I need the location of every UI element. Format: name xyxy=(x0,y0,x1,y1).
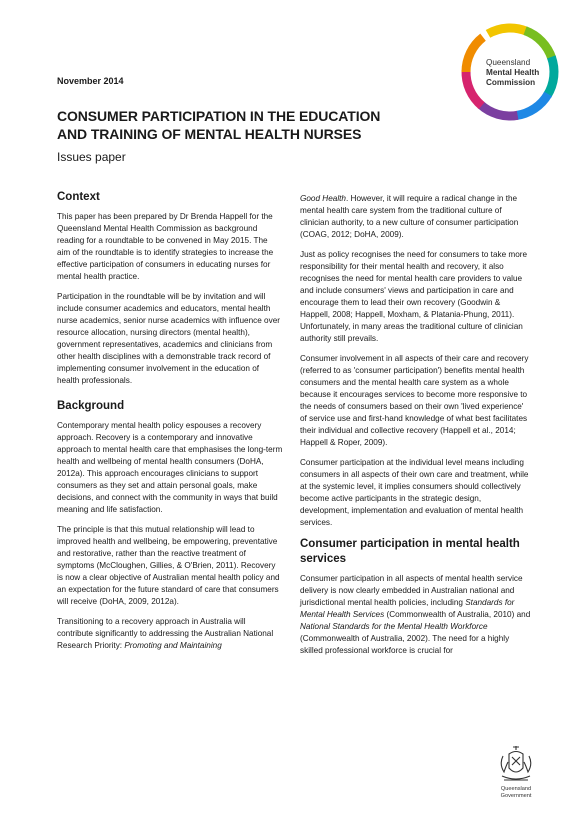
right-p1-text: . However, it will require a radical change in the mental health care system from the traditional culture of clinician authority, to a new culture of consumer participation (COAG, 2012; DoHA, 2009). xyxy=(300,194,519,239)
right-p5-text-b: (Commonwealth of Australia, 2010) and xyxy=(384,610,531,619)
page-subtitle: Issues paper xyxy=(57,150,126,164)
publication-date: November 2014 xyxy=(57,76,124,86)
logo-wordmark xyxy=(486,58,539,88)
right-paragraph-5 xyxy=(300,573,532,657)
background-heading: Background xyxy=(57,400,125,412)
context-paragraph-1: This paper has been prepared by Dr Brenda Happell for the Queensland Mental Health Commission as background reading for a roundtable to be convened in May 2015. The aim of the roundtable is to identify strategies to increase the effective participation of consumers in educating nurses for mental health practice. xyxy=(57,212,274,281)
right-column xyxy=(300,193,532,665)
consumer-participation-heading: Consumer participation in mental health services xyxy=(300,538,520,565)
crest-line-2: Government xyxy=(500,793,532,799)
context-paragraph-2: Participation in the roundtable will be by invitation and will include consumer academics and educators, mental health nurse academics, senior nurse academics with influence over resource allocation, nursing directors (mental health), government representatives, academics and clinicians from other health disciplines with a demonstrable track record of implementing consumer involvement in the education of health professionals. xyxy=(57,292,280,385)
background-p3-italic: Promoting and Maintaining xyxy=(124,641,222,650)
background-paragraph-1: Contemporary mental health policy espouses a recovery approach. Recovery is a contemporary and innovative approach to mental health care that emphasises the long-term health and wellbeing of mental health consumers (DoHA, 2012a). This approach encourages clinicians to support consumers as they set and attain personal goals, make decisions, and connect with the community in ways that build meaning and life satisfaction. xyxy=(57,421,283,514)
right-paragraph-4: Consumer participation at the individual level means including consumers in all aspects of their own care and treatment, while at the systemic level, it implies consumers should collectively become active participants in the strategic design, development, implementation and evaluation of mental health services. xyxy=(300,458,529,527)
right-paragraph-2: Just as policy recognises the need for consumers to take more responsibility for their mental health and recovery, it also recognises the need for mental health care providers to value and include consumers' views and participation in care and encourage them to lead their own recovery (Goodwin & Happell, 2008; Happell, Moxham, & Platania-Phung, 2011). Unfortunately, in many areas the traditional culture of clinician authority still prevails. xyxy=(300,250,528,343)
logo-line-3: Commission xyxy=(486,78,536,87)
background-paragraph-2: The principle is that this mutual relationship will lead to improved health and wellbeing, be empowering, preventative and restorative, rather than the reactive treatment of symptoms (McCloughen, Gillies, & O'Brien, 2011). Recovery is now a clear objective of Australian mental health policy and an expectation for the future standard of care that consumers will receive (DoHA, 2009, 2012a). xyxy=(57,525,280,606)
logo-line-1: Queensland xyxy=(486,58,531,67)
right-p5-text-c: (Commonwealth of Australia, 2002). The need for a highly skilled professional workforce is crucial for xyxy=(300,634,510,655)
right-paragraph-3: Consumer involvement in all aspects of their care and recovery (referred to as 'consumer participation') benefits mental health consumers and the mental health care system as a whole because it encourages services to become more responsive to the needs of consumers based on their own 'lived experience' of service use and first-hand knowledge of what best facilitates their individual and collective recovery (Happell et al., 2014; Happell & Roper, 2009). xyxy=(300,354,529,447)
title-line-2: AND TRAINING OF MENTAL HEALTH NURSES xyxy=(57,126,362,142)
title-line-1: CONSUMER PARTICIPATION IN THE EDUCATION xyxy=(57,108,381,124)
queensland-government-wordmark xyxy=(497,786,535,800)
queensland-government-crest-icon xyxy=(494,742,538,786)
context-heading: Context xyxy=(57,191,100,203)
logo-line-2: Mental Health xyxy=(486,68,540,77)
right-p5-text-a: Consumer participation in all aspects of mental health service delivery is now clearly embedded in Australian national and jurisdictional mental health policies, including xyxy=(300,574,523,607)
right-p5-italic-1: Standards for Mental Health Services xyxy=(300,598,515,619)
background-paragraph-3 xyxy=(57,616,283,652)
right-p1-italic: Good Health xyxy=(300,194,346,203)
page-title xyxy=(57,107,477,143)
left-column xyxy=(57,190,283,660)
background-p3-text: Transitioning to a recovery approach in Australia will contribute significantly to addressing the Australian National Research Priority: xyxy=(57,617,274,650)
crest-line-1: Queensland xyxy=(500,786,532,792)
right-p5-italic-2: National Standards for the Mental Health Workforce xyxy=(300,622,488,631)
right-paragraph-1 xyxy=(300,193,532,241)
